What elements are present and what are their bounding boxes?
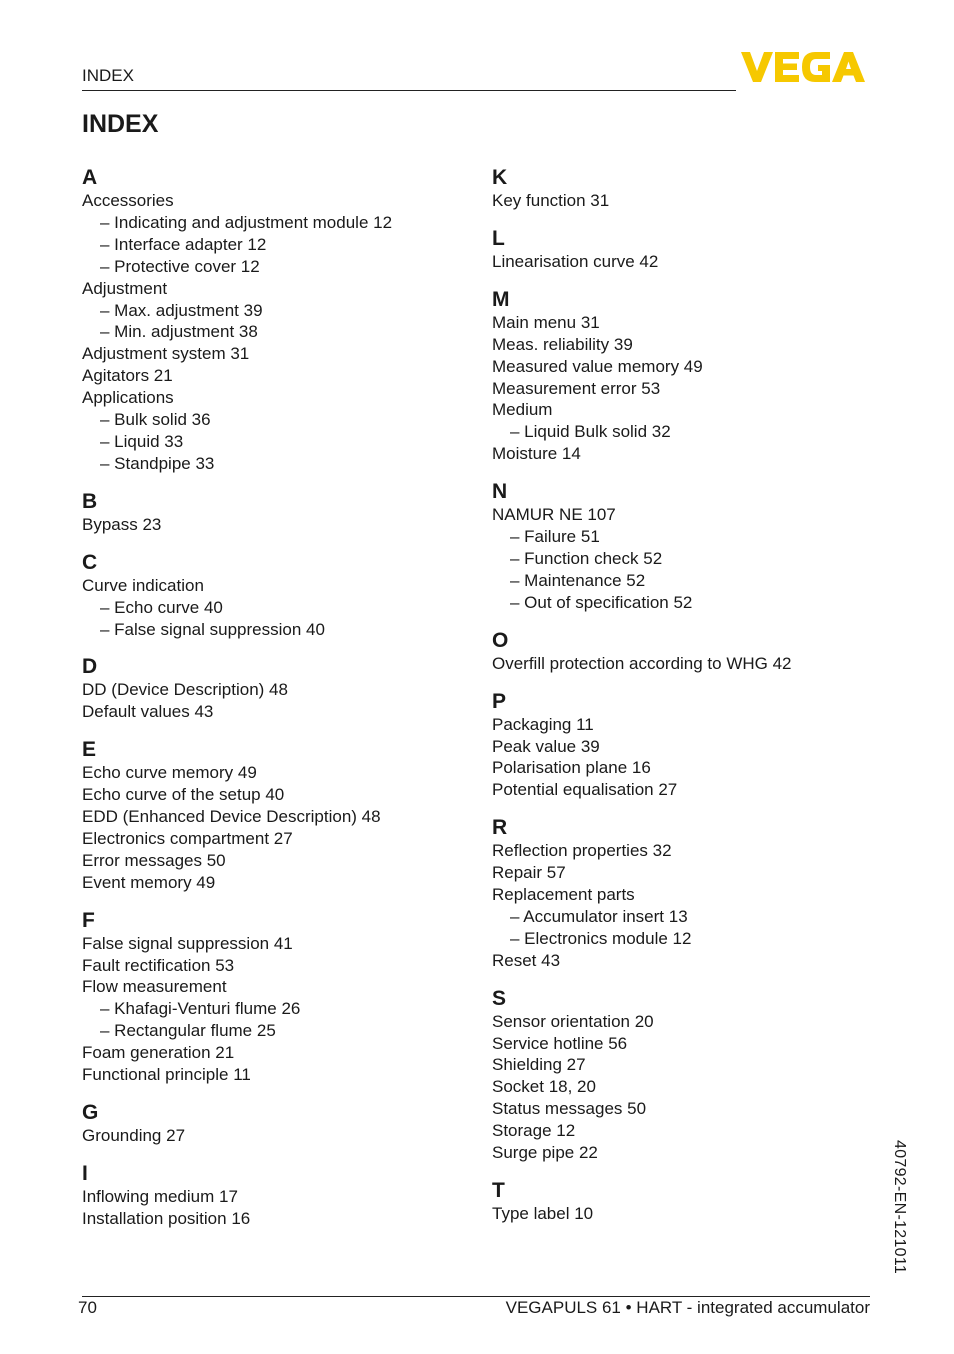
section-letter: C	[82, 550, 98, 574]
index-entry: Meas. reliability 39	[492, 334, 633, 354]
index-entry: Bypass 23	[82, 514, 162, 534]
index-subentry: – Liquid Bulk solid 32	[510, 422, 671, 442]
section-letter: G	[82, 1101, 99, 1124]
index-entry: Moisture 14	[492, 444, 581, 464]
index-section	[492, 1179, 872, 1225]
section-letter: K	[492, 166, 508, 189]
index-section	[492, 288, 872, 465]
index-entry: NAMUR NE 107	[492, 505, 616, 525]
index-entry: Sensor orientation 20	[492, 1011, 654, 1031]
index-entry: Type label 10	[492, 1204, 594, 1223]
index-entry: Agitators 21	[82, 366, 173, 386]
index-entry: Accessories	[82, 191, 174, 210]
index-entry: Overfill protection according to WHG 42	[492, 653, 792, 673]
section-letter: D	[82, 655, 98, 679]
index-entry: Curve indication	[82, 575, 204, 595]
index-entry: Adjustment system 31	[82, 344, 250, 364]
index-entry: Event memory 49	[82, 872, 216, 892]
index-subentry: – Indicating and adjustment module 12	[100, 212, 393, 232]
index-section	[82, 551, 472, 641]
index-subentry: – Echo curve 40	[100, 597, 223, 617]
index-entry: Flow measurement	[82, 977, 227, 997]
index-entry: Service hotline 56	[492, 1033, 628, 1053]
section-letter: S	[492, 986, 507, 1010]
index-entry: Linearisation curve 42	[492, 251, 659, 271]
section-letter: B	[82, 489, 98, 513]
index-section	[492, 690, 872, 802]
index-entry: Echo curve of the setup 40	[82, 785, 285, 805]
index-entry: Repair 57	[492, 863, 566, 883]
index-section	[82, 738, 472, 893]
index-section	[492, 480, 872, 614]
section-letter: T	[492, 1179, 505, 1202]
index-subentry: – Liquid 33	[100, 431, 184, 451]
index-entry: Surge pipe 22	[492, 1143, 598, 1163]
index-entry: Packaging 11	[492, 714, 594, 734]
index-entry: DD (Device Description) 48	[82, 680, 288, 700]
section-letter: M	[492, 287, 510, 311]
index-entry: Inflowing medium 17	[82, 1186, 238, 1206]
index-entry: Measured value memory 49	[492, 356, 703, 376]
index-section	[492, 227, 872, 273]
index-entry: Error messages 50	[82, 850, 226, 870]
index-entry: Applications	[82, 388, 174, 408]
index-entry: Reset 43	[492, 950, 561, 970]
index-entry: EDD (Enhanced Device Description) 48	[82, 807, 381, 827]
index-section	[82, 655, 472, 723]
section-letter: E	[82, 738, 97, 762]
index-entry: Medium	[492, 400, 553, 420]
index-entry: Fault rectification 53	[82, 955, 235, 975]
index-section	[492, 166, 872, 212]
header-label: INDEX	[82, 66, 134, 85]
index-subentry: – Rectangular flume 25	[100, 1021, 276, 1041]
index-subentry: – Failure 51	[510, 527, 600, 547]
index-entry: Adjustment	[82, 278, 168, 298]
index-entry: False signal suppression 41	[82, 933, 293, 953]
index-subentry: – Bulk solid 36	[100, 410, 211, 430]
index-entry: Reflection properties 32	[492, 841, 672, 861]
index-entry: Polarisation plane 16	[492, 758, 651, 778]
section-letter: P	[492, 689, 507, 713]
index-entry: Echo curve memory 49	[82, 763, 257, 783]
section-letter: L	[492, 226, 505, 250]
index-subentry: – Max. adjustment 39	[100, 300, 263, 320]
index-subentry: – Protective cover 12	[100, 256, 260, 276]
index-entry: Key function 31	[492, 191, 610, 210]
index-subentry: – Interface adapter 12	[100, 234, 267, 254]
header-rule	[82, 90, 736, 91]
index-column-left	[82, 166, 472, 1245]
index-section	[492, 987, 872, 1164]
footer-page-number: 70	[78, 1298, 97, 1317]
index-section	[82, 166, 472, 475]
index-subentry: – Accumulator insert 13	[510, 906, 688, 926]
index-entry: Foam generation 21	[82, 1043, 235, 1063]
index-entry: Status messages 50	[492, 1099, 647, 1119]
index-entry: Peak value 39	[492, 736, 600, 756]
section-letter: R	[492, 816, 508, 840]
index-subentry: – Khafagi-Venturi flume 26	[100, 999, 301, 1019]
index-subentry: – Out of specification 52	[510, 592, 693, 612]
section-letter: F	[82, 908, 95, 932]
section-letter: A	[82, 166, 98, 189]
footer-product-name: VEGAPULS 61 • HART - integrated accumulator	[505, 1298, 870, 1317]
index-section	[492, 816, 872, 971]
index-subentry: – Electronics module 12	[510, 928, 692, 948]
vega-logo	[741, 52, 872, 82]
index-subentry: – Min. adjustment 38	[100, 322, 258, 342]
index-entry: Replacement parts	[492, 885, 635, 905]
index-entry: Main menu 31	[492, 312, 600, 332]
index-column-right	[492, 166, 872, 1240]
index-entry: Electronics compartment 27	[82, 828, 293, 848]
index-section	[82, 1101, 472, 1147]
index-entry: Functional principle 11	[82, 1065, 251, 1085]
index-section	[82, 909, 472, 1086]
index-subentry: – False signal suppression 40	[100, 619, 325, 639]
section-letter: I	[82, 1161, 88, 1185]
index-entry: Potential equalisation 27	[492, 780, 678, 800]
page-title: INDEX	[82, 110, 159, 138]
index-section	[492, 629, 872, 675]
index-entry: Measurement error 53	[492, 378, 661, 398]
section-letter: O	[492, 628, 509, 652]
index-subentry: – Function check 52	[510, 548, 663, 568]
index-section	[82, 1162, 472, 1230]
index-entry: Default values 43	[82, 702, 214, 722]
index-subentry: – Maintenance 52	[510, 570, 646, 590]
document-code: 40792-EN-121011	[891, 1140, 908, 1275]
index-subentry: – Standpipe 33	[100, 453, 215, 473]
section-letter: N	[492, 480, 508, 504]
footer-rule	[82, 1296, 870, 1297]
index-section	[82, 490, 472, 536]
index-entry: Grounding 27	[82, 1126, 186, 1145]
index-entry: Installation position 16	[82, 1208, 251, 1228]
index-entry: Socket 18, 20	[492, 1077, 596, 1097]
index-entry: Shielding 27	[492, 1055, 586, 1075]
index-entry: Storage 12	[492, 1121, 576, 1141]
